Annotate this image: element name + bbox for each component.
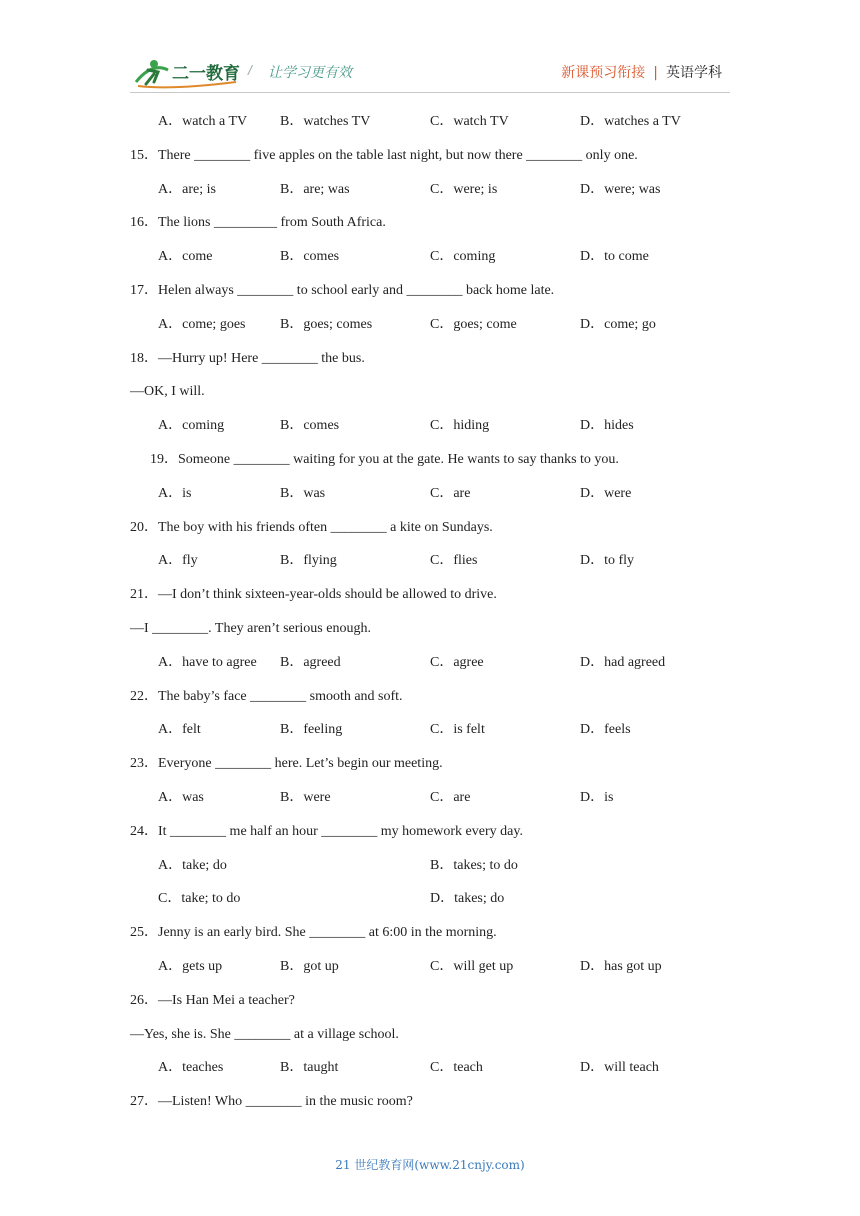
- option-d[interactable]: D．watches a TV: [580, 114, 681, 129]
- question-text: 20．The boy with his friends often ________ a kite on Sundays.: [130, 520, 493, 535]
- option-d[interactable]: D．were; was: [580, 182, 661, 197]
- options-row: [158, 316, 738, 334]
- header-right: [561, 62, 722, 82]
- options-row: [158, 485, 738, 503]
- header-divider: |: [653, 65, 658, 81]
- option-c[interactable]: C．are: [430, 486, 471, 501]
- option-a[interactable]: A．take; do: [158, 858, 227, 873]
- option-b[interactable]: B．feeling: [280, 722, 343, 737]
- option-d[interactable]: D．feels: [580, 722, 631, 737]
- option-a[interactable]: A．are; is: [158, 182, 216, 197]
- option-a[interactable]: A．coming: [158, 418, 225, 433]
- question-text: 27．—Listen! Who ________ in the music room?: [130, 1094, 413, 1109]
- option-d[interactable]: D．hides: [580, 418, 634, 433]
- option-c[interactable]: C．will get up: [430, 959, 514, 974]
- option-a[interactable]: A．gets up: [158, 959, 223, 974]
- option-a[interactable]: A．have to agree: [158, 655, 257, 670]
- subject-label: 英语学科: [666, 65, 722, 81]
- option-a[interactable]: C．take; to do: [158, 891, 241, 906]
- options-row: [158, 890, 738, 908]
- question-text: 15．There ________ five apples on the table last night, but now there ________ only one.: [130, 148, 638, 163]
- question-text: —I ________. They aren’t serious enough.: [130, 621, 371, 636]
- option-a[interactable]: A．teaches: [158, 1060, 224, 1075]
- logo-text: 二一教育: [172, 64, 240, 84]
- page-footer: 21 世纪教育网(www.21cnjy.com): [335, 1158, 525, 1172]
- question-text: 26．—Is Han Mei a teacher?: [130, 993, 295, 1008]
- options-row: [158, 181, 738, 199]
- option-b[interactable]: B．agreed: [280, 655, 341, 670]
- option-b[interactable]: B．goes; comes: [280, 317, 373, 332]
- course-label: 新课预习衔接: [561, 65, 646, 81]
- option-c[interactable]: C．is felt: [430, 722, 485, 737]
- question-text: 22．The baby’s face ________ smooth and soft.: [130, 689, 403, 704]
- option-a[interactable]: A．come; goes: [158, 317, 246, 332]
- question-text: 21．—I don’t think sixteen-year-olds should be allowed to drive.: [130, 587, 497, 602]
- options-row: [158, 113, 738, 131]
- question-text: 19．Someone ________ waiting for you at the gate. He wants to say thanks to you.: [150, 452, 619, 467]
- question-text: 17．Helen always ________ to school early and ________ back home late.: [130, 283, 555, 298]
- option-c[interactable]: C．teach: [430, 1060, 483, 1075]
- options-row: [158, 654, 738, 672]
- question-text: 24．It ________ me half an hour ________ my homework every day.: [130, 824, 523, 839]
- option-a[interactable]: A．was: [158, 790, 204, 805]
- option-c[interactable]: C．are: [430, 790, 471, 805]
- option-b[interactable]: B．are; was: [280, 182, 350, 197]
- option-d[interactable]: D．were: [580, 486, 632, 501]
- option-a[interactable]: A．is: [158, 486, 192, 501]
- option-a[interactable]: A．felt: [158, 722, 201, 737]
- option-c[interactable]: C．agree: [430, 655, 484, 670]
- option-b[interactable]: B．got up: [280, 959, 339, 974]
- page-header: [0, 0, 860, 100]
- question-text: 25．Jenny is an early bird. She ________ at 6:00 in the morning.: [130, 925, 497, 940]
- question-text: —Yes, she is. She ________ at a village school.: [130, 1027, 399, 1042]
- option-c[interactable]: C．coming: [430, 249, 496, 264]
- option-c[interactable]: C．goes; come: [430, 317, 517, 332]
- option-b[interactable]: D．takes; do: [430, 891, 505, 906]
- options-row: [158, 417, 738, 435]
- question-text: 16．The lions _________ from South Africa.: [130, 215, 386, 230]
- options-row: [158, 721, 738, 739]
- option-b[interactable]: B．comes: [280, 418, 340, 433]
- option-a[interactable]: A．fly: [158, 553, 198, 568]
- question-text: 23．Everyone ________ here. Let’s begin our meeting.: [130, 756, 443, 771]
- option-d[interactable]: D．had agreed: [580, 655, 666, 670]
- option-b[interactable]: B．takes; to do: [430, 858, 518, 873]
- option-a[interactable]: A．come: [158, 249, 213, 264]
- option-d[interactable]: D．come; go: [580, 317, 656, 332]
- option-d[interactable]: D．to come: [580, 249, 649, 264]
- option-b[interactable]: B．was: [280, 486, 326, 501]
- options-row: [158, 789, 738, 807]
- option-b[interactable]: B．comes: [280, 249, 340, 264]
- option-b[interactable]: B．watches TV: [280, 114, 371, 129]
- options-row: [158, 552, 738, 570]
- question-text: 18．—Hurry up! Here ________ the bus.: [130, 351, 365, 366]
- options-row: [158, 857, 738, 875]
- option-d[interactable]: D．is: [580, 790, 614, 805]
- option-b[interactable]: B．taught: [280, 1060, 339, 1075]
- options-row: [158, 248, 738, 266]
- question-text: —OK, I will.: [130, 384, 205, 399]
- option-c[interactable]: C．hiding: [430, 418, 490, 433]
- options-row: [158, 958, 738, 976]
- option-a[interactable]: A．watch a TV: [158, 114, 248, 129]
- option-d[interactable]: D．will teach: [580, 1060, 659, 1075]
- option-c[interactable]: C．flies: [430, 553, 478, 568]
- option-b[interactable]: B．were: [280, 790, 331, 805]
- slogan-separator: /: [248, 62, 252, 78]
- slogan: 让学习更有效: [268, 65, 352, 81]
- option-b[interactable]: B．flying: [280, 553, 337, 568]
- logo-icon: [132, 52, 242, 92]
- option-c[interactable]: C．watch TV: [430, 114, 509, 129]
- option-d[interactable]: D．to fly: [580, 553, 635, 568]
- option-d[interactable]: D．has got up: [580, 959, 662, 974]
- option-c[interactable]: C．were; is: [430, 182, 498, 197]
- options-row: [158, 1059, 738, 1077]
- header-rule: [130, 92, 730, 93]
